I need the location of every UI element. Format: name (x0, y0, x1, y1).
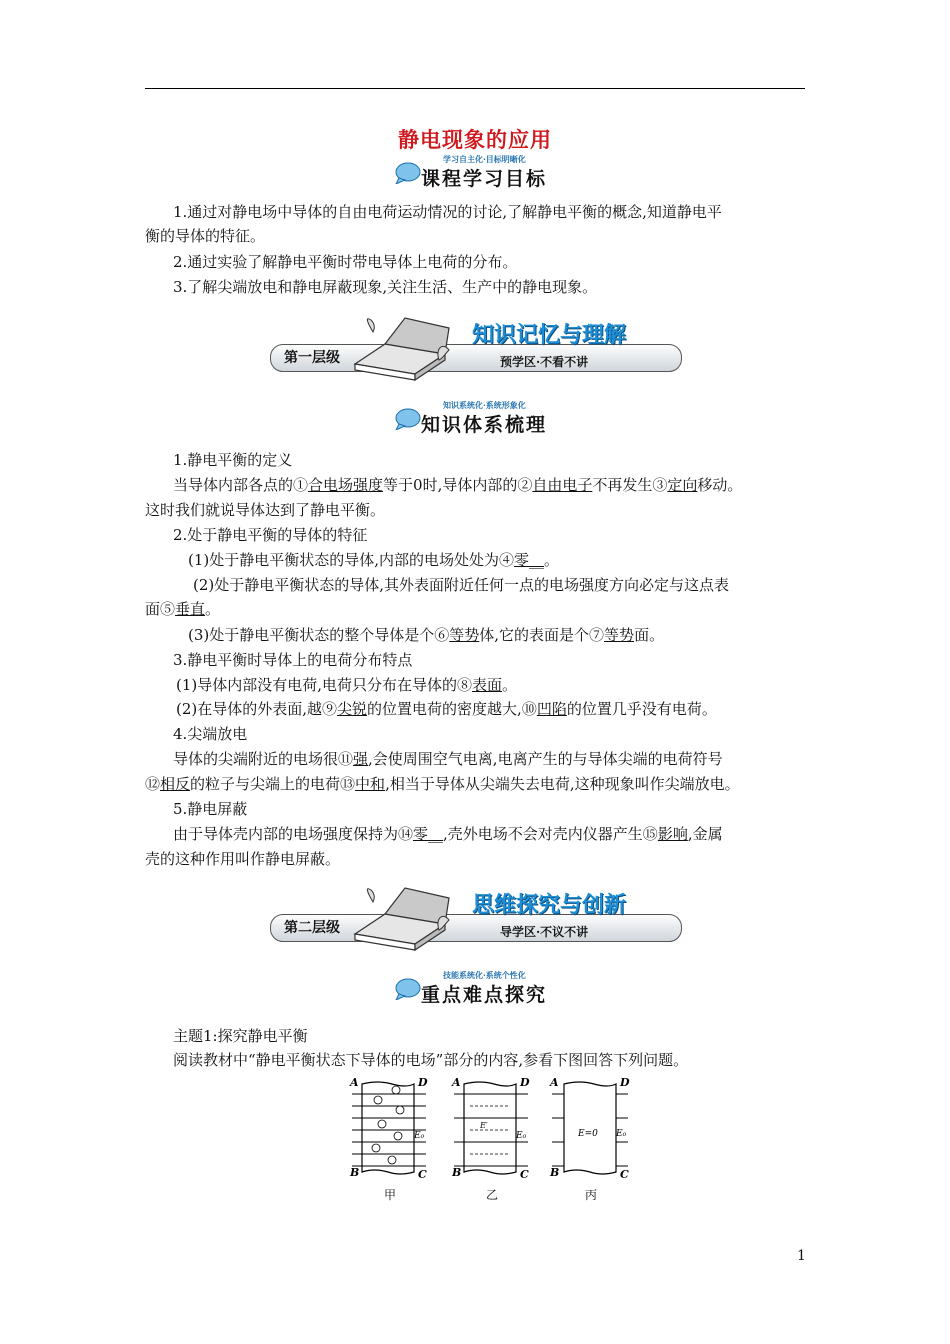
section-name: 课程学习目标 (421, 168, 548, 190)
page-title: 静电现象的应用 (398, 127, 552, 152)
blank-11: 强 (353, 750, 369, 768)
speech-bubble-icon (395, 978, 421, 1000)
k-line-1: 当导体内部各点的①合电场强度等于0时,导体内部的②自由电子不再发生③定向移动。 (173, 476, 743, 494)
figure-jia (348, 1076, 428, 1182)
level-banner-2 (260, 884, 690, 954)
level-label: 第一层级 (284, 350, 340, 366)
corner-c: C (620, 1168, 629, 1181)
k-tip-2: ⑫相反的粒子与尖端上的电荷⑬中和,相当于导体从尖端失去电荷,这种现象叫作尖端放电。 (145, 775, 740, 793)
corner-d: D (620, 1076, 630, 1089)
k-heading-5: 5.静电屏蔽 (173, 800, 248, 818)
goal-1: 1.通过对静电场中导体的自由电荷运动情况的讨论,了解静电平衡的概念,知道静电平 (173, 203, 722, 221)
corner-b: B (550, 1166, 560, 1179)
label-e0: E₀ (414, 1131, 425, 1141)
section-subtitle: 学习自主化·目标明晰化 (443, 154, 526, 164)
banner-subtitle: 预学区·不看不讲 (500, 355, 589, 369)
corner-c: C (520, 1168, 529, 1181)
figure-yi (450, 1076, 530, 1182)
corner-a: A (350, 1076, 359, 1089)
blank-6: 等势 (449, 626, 480, 644)
corner-a: A (452, 1076, 461, 1089)
book-plant-icon (345, 314, 455, 382)
k-sub-2: (2)处于静电平衡状态的导体,其外表面附近任何一点的电场强度方向必定与这点表 (193, 576, 730, 594)
corner-d: D (418, 1076, 428, 1089)
header-rule (145, 88, 805, 89)
figure-bing (548, 1076, 630, 1182)
k-charge-2: (2)在导体的外表面,越⑨尖锐的位置电荷的密度越大,⑩凹陷的位置几乎没有电荷。 (176, 700, 717, 718)
k-sub-2-cont: 面⑤垂直。 (145, 600, 221, 618)
read-instruction: 阅读教材中“静电平衡状态下导体的电场”部分的内容,参看下图回答下列问题。 (173, 1051, 689, 1069)
corner-c: C (418, 1168, 427, 1181)
section-heading-knowledge (395, 400, 565, 436)
k-line-2: 这时我们就说导体达到了静电平衡。 (145, 501, 386, 519)
banner-subtitle: 导学区·不议不讲 (500, 925, 589, 939)
corner-b: B (452, 1166, 462, 1179)
page-number: 1 (797, 1248, 806, 1264)
section-heading-key (395, 970, 565, 1006)
figure-label-yi: 乙 (486, 1188, 499, 1202)
blank-14: 零__ (413, 825, 444, 843)
book-plant-icon (345, 884, 455, 952)
k-tip-1: 导体的尖端附近的电场很⑪强,会使周围空气电离,电离产生的与导体尖端的电荷符号 (173, 750, 723, 768)
k-charge-1: (1)导体内部没有电荷,电荷只分布在导体的⑧表面。 (176, 676, 518, 694)
label-e-prime: E′ (480, 1121, 488, 1130)
label-e0: E₀ (516, 1131, 527, 1141)
blank-4: 零__ (514, 551, 545, 569)
goal-2: 2.通过实验了解静电平衡时带电导体上电荷的分布。 (173, 253, 518, 271)
section-name: 重点难点探究 (421, 984, 548, 1006)
banner-title: 思维探究与创新 (472, 893, 627, 918)
blank-10: 凹陷 (536, 700, 567, 718)
figure-label-bing: 丙 (585, 1188, 598, 1202)
blank-12: 相反 (160, 775, 191, 793)
k-heading-3: 3.静电平衡时导体上的电荷分布特点 (173, 651, 413, 669)
k-heading-2: 2.处于静电平衡的导体的特征 (173, 526, 368, 544)
blank-7: 等势 (604, 626, 635, 644)
blank-3: 定向 (667, 476, 698, 494)
label-e-zero: E=0 (578, 1129, 598, 1139)
label-e0: E₀ (616, 1129, 627, 1139)
topic-1: 主题1:探究静电平衡 (173, 1027, 308, 1045)
blank-8: 表面 (472, 676, 503, 694)
blank-1: 合电场强度 (308, 476, 384, 494)
blank-13: 中和 (355, 775, 386, 793)
k-heading-4: 4.尖端放电 (173, 725, 248, 743)
section-name: 知识体系梳理 (421, 414, 548, 436)
k-heading-1: 1.静电平衡的定义 (173, 451, 293, 469)
level-label: 第二层级 (284, 920, 340, 936)
blank-2: 自由电子 (532, 476, 593, 494)
k-sub-3: (3)处于静电平衡状态的整个导体是个⑥等势体,它的表面是个⑦等势面。 (188, 626, 665, 644)
k-shield-2: 壳的这种作用叫作静电屏蔽。 (145, 850, 341, 868)
speech-bubble-icon (395, 162, 421, 184)
section-subtitle: 技能系统化·系统个性化 (443, 970, 526, 980)
corner-b: B (350, 1166, 360, 1179)
figure-label-jia: 甲 (384, 1188, 397, 1202)
blank-9: 尖锐 (337, 700, 368, 718)
blank-5: 垂直 (175, 600, 206, 618)
section-subtitle: 知识系统化·系统形象化 (443, 400, 526, 410)
level-banner-1 (260, 314, 690, 384)
k-shield-1: 由于导体壳内部的电场强度保持为⑭零__,壳外电场不会对壳内仪器产生⑮影响,金属 (173, 825, 723, 843)
blank-15: 影响 (657, 825, 688, 843)
k-sub-1: (1)处于静电平衡状态的导体,内部的电场处处为④零__。 (188, 551, 560, 569)
goal-3: 3.了解尖端放电和静电屏蔽现象,关注生活、生产中的静电现象。 (173, 278, 598, 296)
section-heading-goals (395, 154, 565, 190)
goal-1-cont: 衡的导体的特征。 (145, 227, 266, 245)
corner-a: A (550, 1076, 559, 1089)
corner-d: D (520, 1076, 530, 1089)
speech-bubble-icon (395, 408, 421, 430)
banner-title: 知识记忆与理解 (472, 323, 627, 348)
